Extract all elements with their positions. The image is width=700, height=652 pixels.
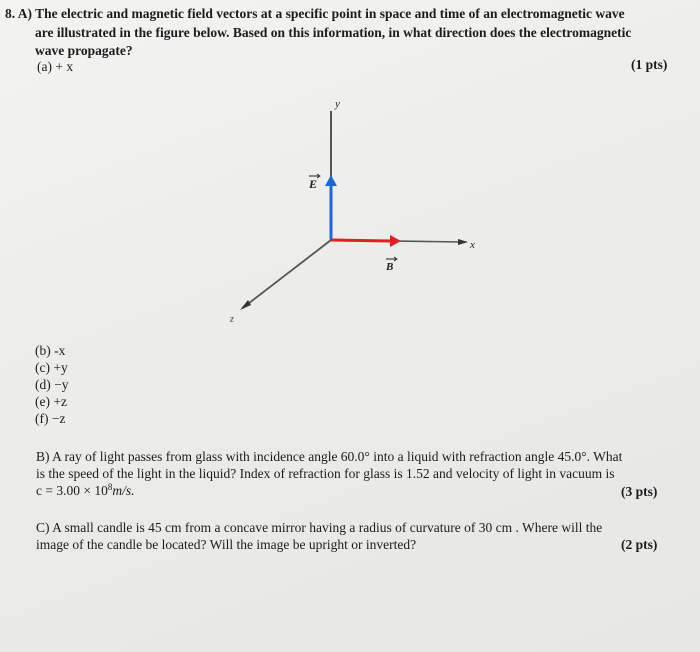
z-axis-label: z [230,314,234,325]
part-c-text-2: image of the candle be located? Will the image be upright or inverted? [36,537,417,552]
part-a-text-3: wave propagate? [35,43,133,58]
part-b-points: (3 pts) [621,484,658,499]
e-vector-arrowhead [325,175,337,186]
part-a-text-2: are illustrated in the figure below. Based on this information, in what direction does the electromagnetic [35,25,632,40]
z-axis-line [244,240,331,307]
speed-of-light-value: c = 3.00 × 10 [36,483,108,498]
part-a-text-1: A) The electric and magnetic field vectors at a specific point in space and time of an electromagnetic wave [17,6,625,21]
part-b-text-2: is the speed of the light in the liquid? Index of refraction for glass is 1.52 and velocity of light in vacuum is [36,466,615,481]
b-vector-arrowhead [390,235,401,247]
b-vector-label: B [386,261,394,273]
z-axis-arrowhead [240,300,251,310]
part-b-text-3 [36,483,135,499]
question-number: 8. [5,6,16,21]
y-axis-label: y [335,98,340,110]
b-vector-line [331,240,391,241]
option-b: (b) -x [35,343,66,358]
option-c: (c) +y [35,360,68,375]
option-e: (e) +z [35,394,67,409]
option-d: (d) −y [35,377,69,392]
e-vector-label: E [309,177,318,191]
x-axis-label: x [470,239,475,251]
part-b-text-1: B) A ray of light passes from glass with incidence angle 60.0° into a liquid with refraction angle 45.0°. What [36,449,623,464]
part-a-points: (1 pts) [631,57,668,72]
speed-of-light-unit: m/s. [112,483,135,498]
option-f: (f) −z [35,411,66,426]
option-a: (a) + x [37,59,74,74]
speed-of-light-exponent: 8 [107,482,113,492]
x-axis-arrowhead [458,239,468,245]
part-c-text-1: C) A small candle is 45 cm from a concave mirror having a radius of curvature of 30 cm . Where will the [36,520,603,535]
part-c-points: (2 pts) [621,537,658,552]
